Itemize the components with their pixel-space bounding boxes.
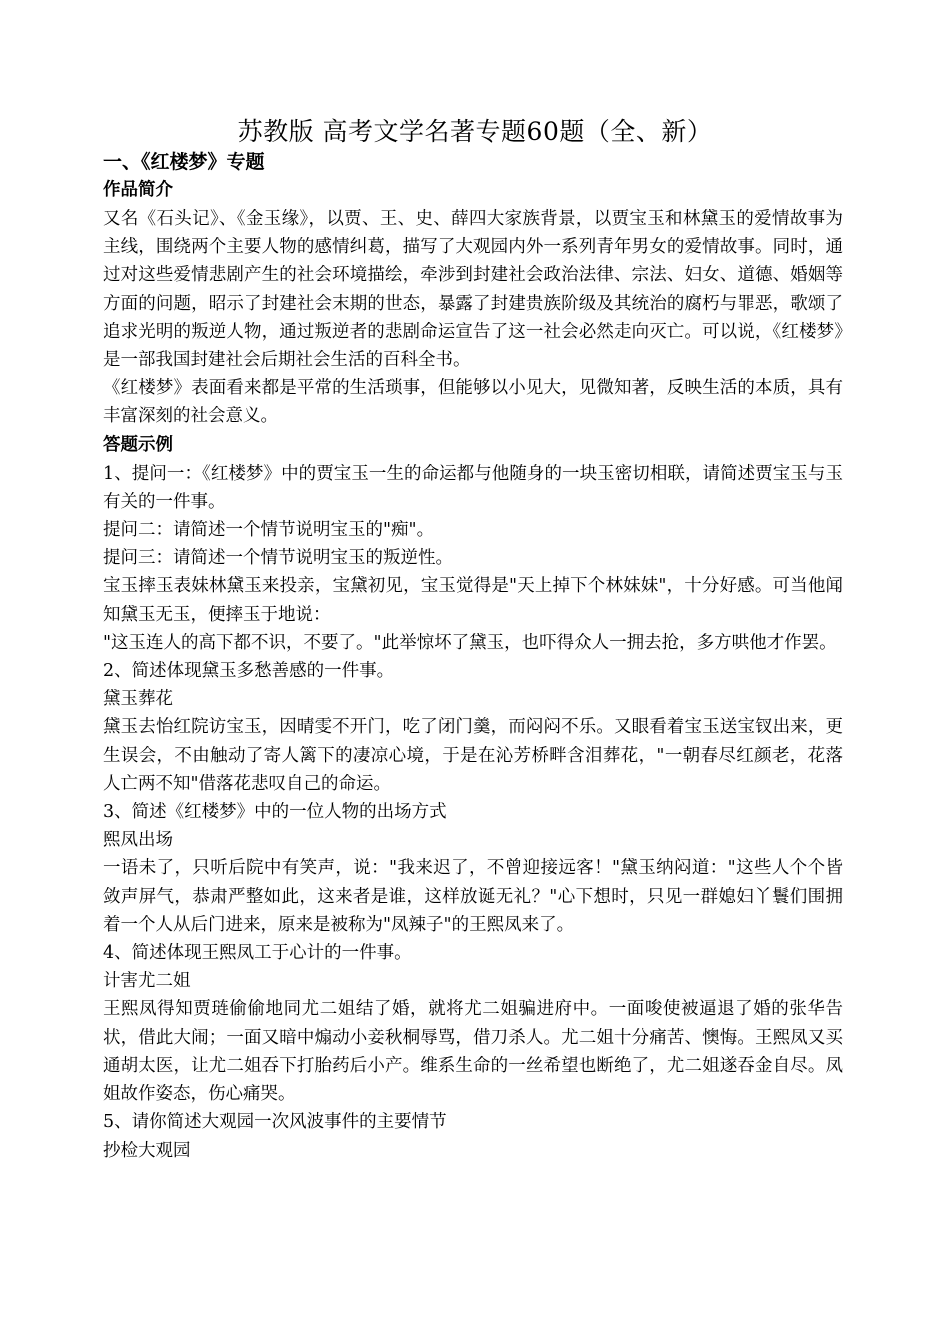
answer-title: 黛玉葬花 <box>103 689 173 710</box>
intro-paragraph: 又名《石头记》、《金玉缘》，以贾、王、史、薛四大家族背景，以贾宝玉和林黛玉的爱情故事为主线，围绕两个主要人物的感情纠葛，描写了大观园内外一系列青年男女的爱情故事。同时，通过对这些爱情悲剧产生的社会环境描绘，牵涉到封建社会政治法律、宗法、妇女、道德、婚姻等方面的问题，昭示了封建社会末期的世态，暴露了封建贵族阶级及其统治的腐朽与罪恶，歌颂了追求光明的叛逆人物，通过叛逆者的悲剧命运宣告了这一社会必然走向灭亡。可以说，《红楼梦》是一部我国封建社会后期社会生活的百科全书。 <box>103 209 843 371</box>
answer-paragraph: "这玉连人的高下都不识，不要了。"此举惊坏了黛玉，也吓得众人一拥去抢，多方哄他才作罢。 <box>103 632 837 653</box>
document-title: 苏教版 高考文学名著专题60题（全、新） <box>237 117 713 146</box>
document-body <box>103 148 843 1165</box>
question-line: 提问三：请简述一个情节说明宝玉的叛逆性。 <box>103 548 453 569</box>
answer-title: 熙凤出场 <box>103 830 173 851</box>
intro-heading: 作品简介 <box>103 180 173 200</box>
intro-paragraph: 《红楼梦》表面看来都是平常的生活琐事，但能够以小见大，见微知著，反映生活的本质，具有丰富深刻的社会意义。 <box>103 378 843 427</box>
question-line: 提问二：请简述一个情节说明宝玉的"痴"。 <box>103 520 435 541</box>
question-line: 2、简述体现黛玉多愁善感的一件事。 <box>103 661 395 682</box>
answer-title: 抄检大观园 <box>103 1140 191 1161</box>
question-line: 4、简述体现王熙凤工于心计的一件事。 <box>103 943 412 964</box>
question-line: 3、简述《红楼梦》中的一位人物的出场方式 <box>103 802 447 823</box>
answer-paragraph: 王熙凤得知贾琏偷偷地同尤二姐结了婚，就将尤二姐骗进府中。一面唆使被逼退了婚的张华告状，借此大闹；一面又暗中煽动小妾秋桐辱骂，借刀杀人。尤二姐十分痛苦、懊悔。王熙凤又买通胡太医，让尤二姐吞下打胎药后小产。维系生命的一丝希望也断绝了，尤二姐遂吞金自尽。凤姐故作姿态，伤心痛哭。 <box>103 999 843 1105</box>
section-heading: 一、《红楼梦》专题 <box>103 151 265 173</box>
examples-heading: 答题示例 <box>103 434 173 455</box>
question-line: 1、提问一：《红楼梦》中的贾宝玉一生的命运都与他随身的一块玉密切相联，请简述贾宝玉与玉有关的一件事。 <box>103 463 843 512</box>
question-line: 5、请你简述大观园一次风波事件的主要情节 <box>103 1112 447 1133</box>
answer-title: 计害尤二姐 <box>103 971 191 992</box>
answer-paragraph: 黛玉去怡红院访宝玉，因晴雯不开门，吃了闭门羹，而闷闷不乐。又眼看着宝玉送宝钗出来，更生误会，不由触动了寄人篱下的凄凉心境，于是在沁芳桥畔含泪葬花，"一朝春尽红颜老，花落人亡两不知"借落花悲叹自己的命运。 <box>103 717 843 794</box>
answer-paragraph: 一语未了，只听后院中有笑声，说："我来迟了，不曾迎接远客！"黛玉纳闷道："这些人个个皆敛声屏气，恭肃严整如此，这来者是谁，这样放诞无礼？"心下想时，只见一群媳妇丫鬟们围拥着一个人从后门进来，原来是被称为"凤辣子"的王熙凤来了。 <box>103 858 843 935</box>
answer-paragraph: 宝玉摔玉表妹林黛玉来投亲，宝黛初见，宝玉觉得是"天上掉下个林妹妹"，十分好感。可当他闻知黛玉无玉，便摔玉于地说： <box>103 576 843 625</box>
